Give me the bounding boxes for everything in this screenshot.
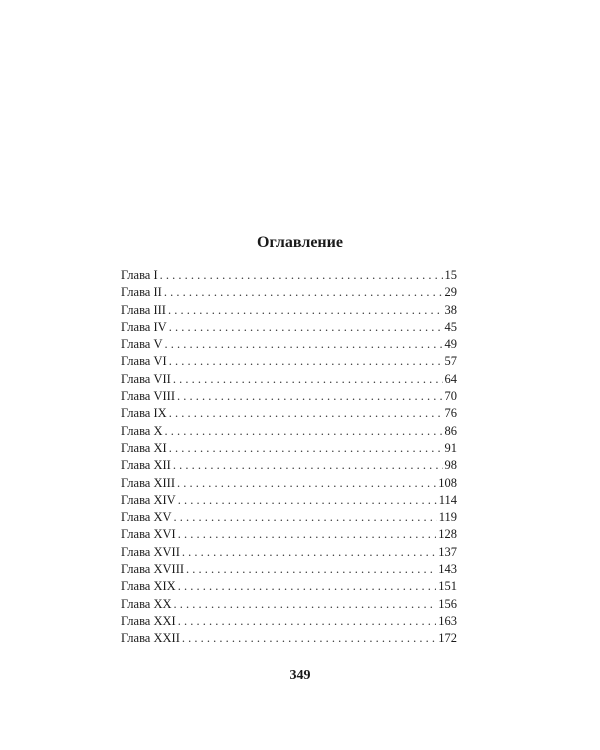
toc-entry-page: 128 <box>438 527 457 542</box>
toc-entry-label: Глава VIII <box>121 389 175 404</box>
toc-entry-label: Глава XII <box>121 458 171 473</box>
toc-entry-label: Глава IX <box>121 406 167 421</box>
toc-entry-page: 57 <box>444 354 457 369</box>
toc-leader-dots <box>178 578 437 595</box>
toc-entry-label: Глава V <box>121 337 163 352</box>
toc-entry[interactable] <box>121 526 457 543</box>
toc-entry-page: 163 <box>438 613 457 628</box>
toc-entry-label: Глава XVIII <box>121 562 185 577</box>
toc-entry-label: Глава X <box>121 423 163 438</box>
toc-entry-page: 156 <box>438 596 457 611</box>
toc-entry[interactable] <box>121 336 457 353</box>
toc-leader-dots <box>165 336 443 353</box>
toc-entry-page: 76 <box>444 406 457 421</box>
toc-entry-label: Глава III <box>121 302 166 317</box>
toc-entry[interactable] <box>121 561 457 578</box>
toc-entry[interactable] <box>121 457 457 474</box>
toc-entry[interactable] <box>121 475 457 492</box>
toc-entry-label: Глава XXII <box>121 631 180 646</box>
toc-leader-dots <box>164 284 443 301</box>
toc-entry-label: Глава XX <box>121 596 172 611</box>
toc-entry-label: Глава XI <box>121 440 167 455</box>
toc-leader-dots <box>165 423 443 440</box>
toc-entry-page: 108 <box>438 475 457 490</box>
toc-entry[interactable] <box>121 596 457 613</box>
toc-entry-page: 29 <box>444 285 457 300</box>
page-number: 349 <box>289 668 311 683</box>
toc-entry[interactable] <box>121 492 457 509</box>
toc-entry-page: 49 <box>444 337 457 352</box>
toc-entry[interactable] <box>121 284 457 301</box>
toc-leader-dots <box>177 475 436 492</box>
toc-entry[interactable] <box>121 405 457 422</box>
page-title: Оглавление <box>257 234 343 251</box>
toc-entry-label: Глава II <box>121 285 162 300</box>
toc-entry-page: 38 <box>444 302 457 317</box>
toc-entry-label: Глава XVII <box>121 544 180 559</box>
toc-entry-label: Глава VI <box>121 354 167 369</box>
toc-leader-dots <box>169 319 443 336</box>
toc-entry[interactable] <box>121 302 457 319</box>
toc-entry-page: 64 <box>444 371 457 386</box>
toc-leader-dots <box>178 613 437 630</box>
toc-entry-page: 70 <box>444 389 457 404</box>
toc-entry-page: 114 <box>438 492 457 507</box>
toc-leader-dots <box>168 302 443 319</box>
toc-leader-dots <box>169 353 443 370</box>
toc-entry-label: Глава XV <box>121 510 172 525</box>
toc-leader-dots <box>174 596 437 613</box>
toc-leader-dots <box>169 405 443 422</box>
toc-leader-dots <box>173 457 443 474</box>
toc-entry-page: 137 <box>438 544 457 559</box>
toc-leader-dots <box>173 371 443 388</box>
toc-entry-page: 172 <box>438 631 457 646</box>
toc-leader-dots <box>186 561 436 578</box>
toc-entry-label: Глава XIV <box>121 492 176 507</box>
toc-leader-dots <box>182 544 436 561</box>
toc-entry[interactable] <box>121 509 457 526</box>
toc-leader-dots <box>174 509 437 526</box>
toc-leader-dots <box>182 630 436 647</box>
toc-entry[interactable] <box>121 371 457 388</box>
toc-leader-dots <box>177 388 443 405</box>
toc-entry-label: Глава VII <box>121 371 171 386</box>
toc-entry-label: Глава XXI <box>121 613 176 628</box>
toc-entry-page: 151 <box>438 579 457 594</box>
toc-entry-page: 15 <box>444 268 457 282</box>
toc-entry-label: Глава I <box>121 268 158 282</box>
toc-entry[interactable] <box>121 613 457 630</box>
toc-entry-page: 86 <box>444 423 457 438</box>
toc-entry-label: Глава XVI <box>121 527 176 542</box>
toc-leader-dots <box>169 440 443 457</box>
toc-entry[interactable] <box>121 423 457 440</box>
toc-entry-page: 45 <box>444 319 457 334</box>
toc-entry[interactable] <box>121 353 457 370</box>
toc-entry[interactable] <box>121 319 457 336</box>
toc-entry-label: Глава XIII <box>121 475 175 490</box>
toc-entry-label: Глава IV <box>121 319 167 334</box>
toc-entry-page: 91 <box>444 440 457 455</box>
toc-entry[interactable] <box>121 267 457 284</box>
toc-entry-label: Глава XIX <box>121 579 176 594</box>
toc-entry[interactable] <box>121 544 457 561</box>
toc-entry-page: 119 <box>438 510 457 525</box>
toc-leader-dots <box>178 526 437 543</box>
toc-leader-dots <box>160 267 443 284</box>
toc-entry[interactable] <box>121 388 457 405</box>
toc-leader-dots <box>178 492 437 509</box>
toc-entry-page: 143 <box>438 562 457 577</box>
table-of-contents <box>121 267 457 648</box>
toc-entry[interactable] <box>121 440 457 457</box>
toc-entry[interactable] <box>121 630 457 647</box>
toc-entry-page: 98 <box>444 458 457 473</box>
toc-entry[interactable] <box>121 578 457 595</box>
